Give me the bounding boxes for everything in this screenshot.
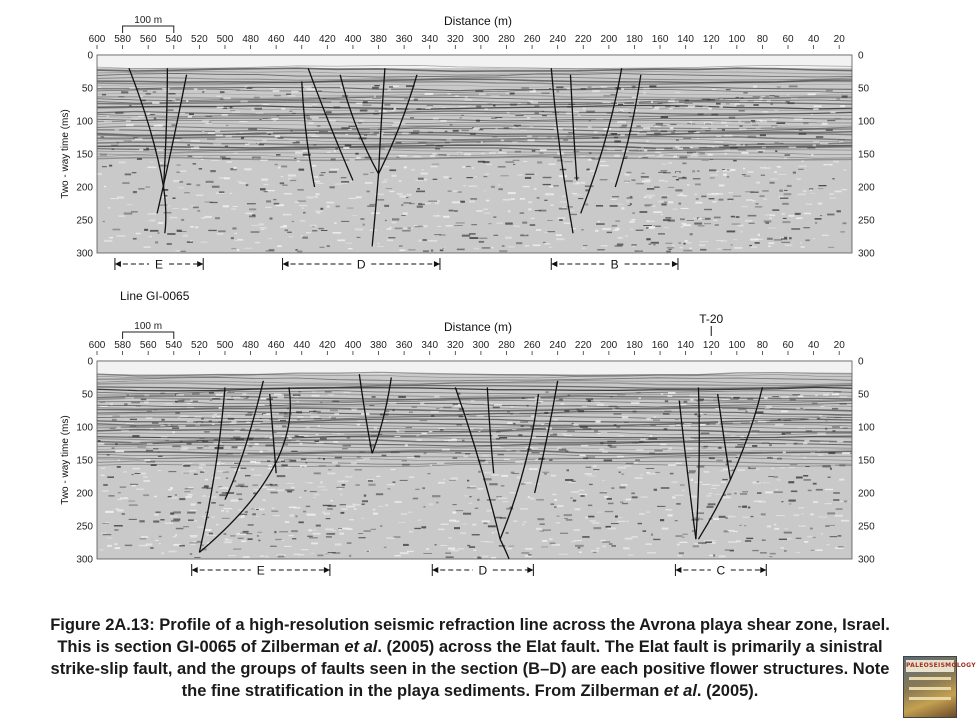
figure-caption <box>40 614 900 702</box>
time-tick-label-right: 150 <box>858 149 875 161</box>
distance-tick-label: 420 <box>318 340 336 351</box>
time-tick-label-left: 150 <box>76 149 93 161</box>
time-tick-label-left: 50 <box>81 83 93 95</box>
time-tick-label-left: 300 <box>76 248 93 260</box>
time-tick-label-left: 100 <box>76 422 93 434</box>
distance-tick-label: 20 <box>833 340 845 351</box>
distance-tick-label: 600 <box>88 340 106 351</box>
distance-tick-label: 220 <box>574 34 592 45</box>
caption-part-2: . (2005) across the Elat fault. The Elat fault is primarily a sinistral strike-slip fault, and the groups of faults seen in the section (B–D) are each positive flower structures. Note the fine stratification in the playa sediments. From Zilberman <box>50 638 890 700</box>
zone-label: D <box>356 257 366 272</box>
distance-tick-label: 380 <box>370 34 387 45</box>
scale-bar <box>123 321 174 339</box>
distance-tick-label: 160 <box>651 34 669 45</box>
zone-marker-d <box>283 258 440 272</box>
time-tick-label-right: 150 <box>858 455 875 467</box>
distance-tick-label: 420 <box>318 34 336 45</box>
time-tick-label-left: 250 <box>76 521 93 533</box>
zone-label: B <box>610 257 619 272</box>
distance-tick-label: 140 <box>677 340 694 351</box>
marker-t20 <box>699 312 723 336</box>
distance-tick-label: 340 <box>421 34 439 45</box>
distance-tick-label: 40 <box>808 34 820 45</box>
distance-tick-label: 20 <box>833 34 845 45</box>
distance-tick-label: 500 <box>216 340 234 351</box>
time-tick-label-right: 200 <box>858 488 875 500</box>
distance-tick-label: 160 <box>651 340 669 351</box>
distance-tick-label: 400 <box>344 34 362 45</box>
caption-part-3: . (2005). <box>696 682 759 700</box>
zone-label: D <box>478 563 488 578</box>
zone-label: C <box>716 563 726 578</box>
distance-tick-label: 100 <box>728 340 746 351</box>
line-label: Line GI-0065 <box>120 289 190 303</box>
time-axis-label: Two - way time (ms) <box>60 109 71 199</box>
distance-tick-label: 360 <box>395 34 413 45</box>
time-axis-label: Two - way time (ms) <box>60 415 71 505</box>
distance-tick-label: 260 <box>523 340 541 351</box>
seismic-section-bottom <box>0 306 960 596</box>
logo-title: PALEOSEISMOLOGY <box>906 660 954 672</box>
time-tick-label-left: 200 <box>76 488 93 500</box>
time-tick-label-right: 300 <box>858 248 875 260</box>
distance-tick-label: 120 <box>702 34 720 45</box>
distance-tick-label: 280 <box>498 34 515 45</box>
distance-tick-label: 540 <box>165 34 183 45</box>
time-tick-label-right: 0 <box>858 356 864 368</box>
zone-marker-c <box>675 564 766 578</box>
distance-tick-label: 240 <box>549 340 567 351</box>
distance-tick-label: 260 <box>523 34 541 45</box>
distance-tick-label: 200 <box>600 340 618 351</box>
distance-tick-label: 440 <box>293 340 311 351</box>
distance-tick-label: 280 <box>498 340 515 351</box>
zone-marker-e <box>192 564 330 578</box>
time-tick-label-left: 150 <box>76 455 93 467</box>
distance-tick-label: 520 <box>191 340 208 351</box>
distance-tick-label: 80 <box>756 340 768 351</box>
distance-tick-label: 300 <box>472 34 490 45</box>
distance-tick-label: 320 <box>446 340 464 351</box>
distance-tick-label: 560 <box>139 340 157 351</box>
book-cover-logo <box>903 656 976 718</box>
distance-tick-label: 340 <box>421 340 439 351</box>
time-tick-label-right: 100 <box>858 422 875 434</box>
time-tick-label-left: 0 <box>87 356 93 368</box>
distance-tick-label: 80 <box>756 34 768 45</box>
zone-marker-d <box>432 564 533 578</box>
time-tick-label-left: 0 <box>87 50 93 62</box>
distance-tick-label: 540 <box>165 340 183 351</box>
distance-tick-label: 480 <box>242 34 259 45</box>
time-tick-label-right: 100 <box>858 116 875 128</box>
distance-tick-label: 100 <box>728 34 746 45</box>
marker-label: T-20 <box>699 312 724 326</box>
distance-tick-label: 500 <box>216 34 234 45</box>
zone-label: E <box>155 257 164 272</box>
distance-tick-label: 40 <box>808 340 820 351</box>
distance-tick-label: 580 <box>114 34 131 45</box>
distance-tick-label: 120 <box>702 340 720 351</box>
distance-tick-label: 520 <box>191 34 208 45</box>
distance-tick-label: 180 <box>626 340 643 351</box>
distance-tick-label: 240 <box>549 34 567 45</box>
time-tick-label-right: 250 <box>858 521 875 533</box>
caption-part-1: Figure 2A.13: Profile of a high-resolution seismic refraction line across the Avrona playa shear zone, Israel. This is section GI-0065 of Zilberman <box>50 616 890 656</box>
distance-axis-label: Distance (m) <box>443 14 513 28</box>
distance-tick-label: 580 <box>114 340 131 351</box>
time-tick-label-right: 250 <box>858 215 875 227</box>
time-tick-label-left: 100 <box>76 116 93 128</box>
seismic-record <box>97 54 852 253</box>
distance-tick-label: 60 <box>782 340 794 351</box>
distance-tick-label: 320 <box>446 34 464 45</box>
distance-tick-label: 140 <box>677 34 694 45</box>
caption-italic-1: et al <box>344 638 378 656</box>
time-tick-label-left: 50 <box>81 389 93 401</box>
zone-label: E <box>256 563 265 578</box>
distance-tick-label: 480 <box>242 340 259 351</box>
caption-italic-2: et al <box>663 682 697 700</box>
scale-bar-label: 100 m <box>134 321 163 332</box>
distance-tick-label: 600 <box>88 34 106 45</box>
distance-tick-label: 460 <box>267 340 285 351</box>
time-tick-label-left: 250 <box>76 215 93 227</box>
time-tick-label-left: 300 <box>76 554 93 566</box>
time-tick-label-left: 200 <box>76 182 93 194</box>
scale-bar <box>123 15 174 33</box>
time-tick-label-right: 50 <box>858 83 870 95</box>
distance-axis-label: Distance (m) <box>443 320 513 334</box>
zone-marker-b <box>551 258 678 272</box>
distance-tick-label: 300 <box>472 340 490 351</box>
seismic-section-top <box>0 0 960 290</box>
time-tick-label-right: 200 <box>858 182 875 194</box>
distance-tick-label: 400 <box>344 340 362 351</box>
time-tick-label-right: 50 <box>858 389 870 401</box>
time-tick-label-right: 0 <box>858 50 864 62</box>
zone-marker-e <box>115 258 203 272</box>
distance-tick-label: 60 <box>782 34 794 45</box>
distance-tick-label: 180 <box>626 34 643 45</box>
distance-tick-label: 380 <box>370 340 387 351</box>
distance-tick-label: 460 <box>267 34 285 45</box>
distance-tick-label: 560 <box>139 34 157 45</box>
scale-bar-label: 100 m <box>134 15 163 26</box>
distance-tick-label: 220 <box>574 340 592 351</box>
time-tick-label-right: 300 <box>858 554 875 566</box>
distance-tick-label: 440 <box>293 34 311 45</box>
distance-tick-label: 200 <box>600 34 618 45</box>
distance-tick-label: 360 <box>395 340 413 351</box>
